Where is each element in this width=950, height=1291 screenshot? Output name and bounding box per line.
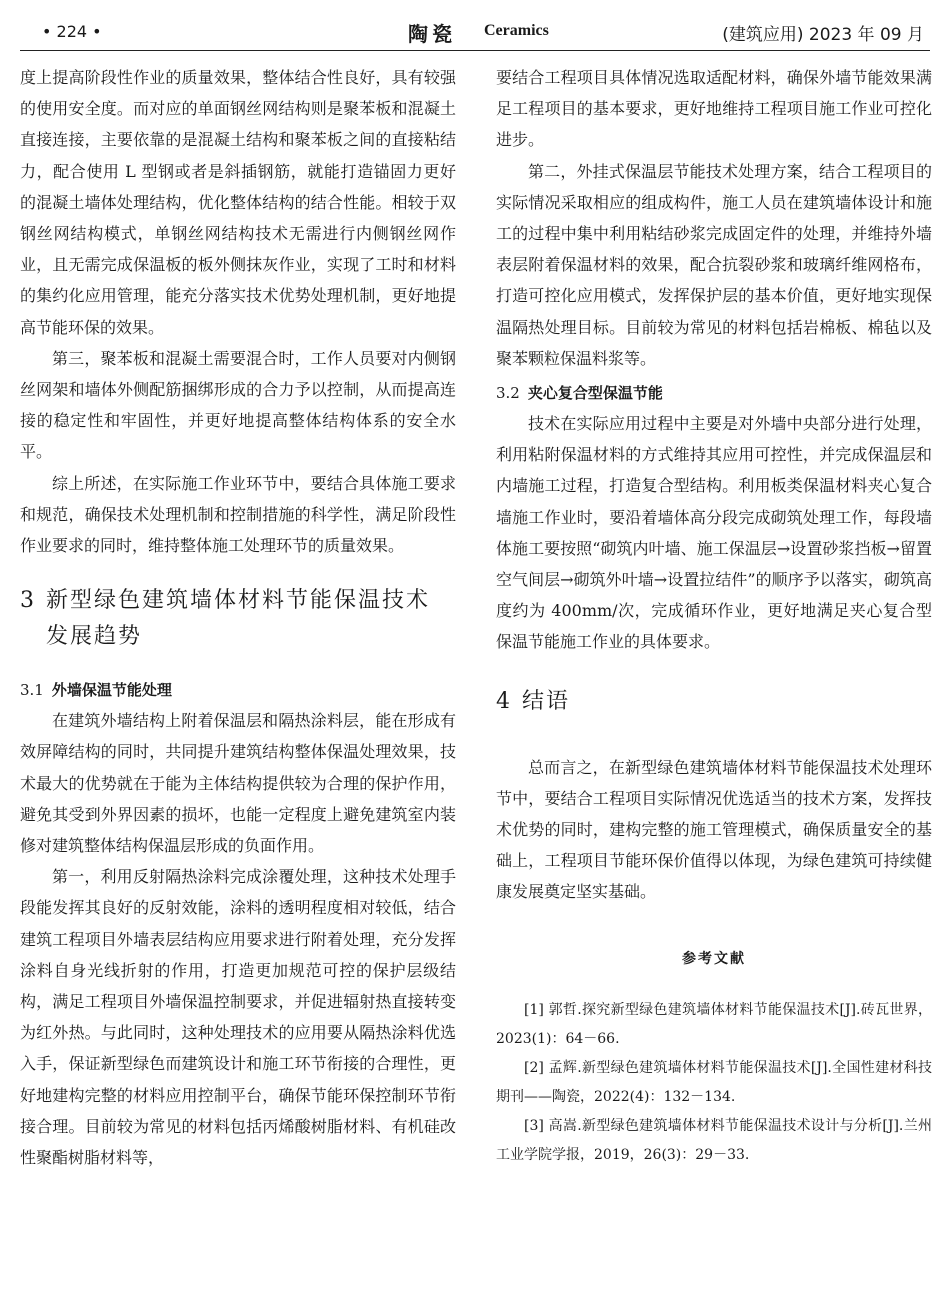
- page-header: [20, 16, 930, 51]
- paragraph-conclusion: 总而言之，在新型绿色建筑墙体材料节能保温技术处理环节中，要结合工程项目实际情况优选适当的技术方案，发挥技术优势的同时，建构完整的施工管理模式，确保质量安全的基础上，工程项目节能环保价值得以体现，为绿色建筑可持续健康发展奠定坚实基础。: [496, 757, 932, 902]
- reference-list: [496, 996, 932, 1170]
- journal-name-en: Ceramics: [484, 22, 549, 39]
- subsection-3-1-number: 3.1: [20, 681, 44, 700]
- subsection-3-1-heading: [20, 675, 456, 705]
- section-3-number: 3: [20, 588, 36, 614]
- subsection-3-2-title: 夹心复合型保温节能: [527, 384, 663, 403]
- page-number: • 224 •: [42, 22, 102, 41]
- journal-name-cn: 陶瓷: [408, 22, 456, 46]
- section-4-title: 结语: [522, 688, 571, 714]
- paragraph-3-1: 在建筑外墙结构上附着保温层和隔热涂料层，能在形成有效屏障结构的同时，共同提升建筑结构整体保温处理效果，技术最大的优势就在于能为主体结构提供较为合理的保护作用，避免其受到外界因素的损坏，也能一定程度上避免建筑室内装修对建筑整体结构保温层形成的负面作用。: [20, 711, 456, 856]
- paragraph-continued: 度上提高阶段性作业的质量效果，整体结合性良好，具有较强的使用安全度。而对应的单面钢丝网结构则是聚苯板和混凝土直接连接，主要依靠的是混凝土结构和聚苯板之间的直接粘结力，配合使用 L 型钢或者是斜插钢筋，就能打造锚固力更好的混凝土墙体处理结构，优化整体结构的结合性能。相较于双钢丝网结构模式，单钢丝网结构技术无需进行内侧钢丝网作业，且无需完成保温板的板外侧抹灰作业，实现了工时和材料的集约化应用管理，能充分落实技术优势处理机制，更好地提高节能环保的效果。: [20, 68, 456, 337]
- paragraph-continued-right: 要结合工程项目具体情况选取适配材料，确保外墙节能效果满足工程项目的基本要求，更好地维持工程项目施工作业可控化进步。: [496, 68, 932, 150]
- paragraph-first: 第一，利用反射隔热涂料完成涂覆处理，这种技术处理手段能发挥其良好的反射效能，涂料的透明程度相对较低，结合建筑工程项目外墙表层结构应用要求进行附着处理，充分发挥涂料自身光线折射的作用，打造更加规范可控的保护层级结构，满足工程项目外墙保温控制要求，并促进辐射热直接转变为红外热。与此同时，这种处理技术的应用要从隔热涂料优选入手，保证新型绿色而建筑设计和施工环节衔接的合理性，更好地建构完整的材料应用控制平台，确保节能环保控制环节衔接合理。目前较为常见的材料包括丙烯酸树脂材料、有机硅改性聚酯树脂材料等，: [20, 867, 456, 1168]
- subsection-3-1-title: 外墙保温节能处理: [51, 681, 172, 700]
- left-column: [20, 62, 456, 1173]
- reference-item: [1] 郭哲.探究新型绿色建筑墙体材料节能保温技术[J].砖瓦世界，2023(1)：64－66.: [496, 1001, 932, 1047]
- subsection-3-2-number: 3.2: [496, 384, 520, 403]
- reference-item: [2] 孟辉.新型绿色建筑墙体材料节能保温技术[J].全国性建材科技期刊——陶瓷，2022(4)：132－134.: [496, 1059, 932, 1105]
- paragraph-3-2: 技术在实际应用过程中主要是对外墙中央部分进行处理，利用粘附保温材料的方式维持其应用可控性，并完成保温层和内墙施工过程，打造复合型结构。利用板类保温材料夹心复合墙施工作业时，要沿着墙体高分段完成砌筑处理工作，每段墙体施工要按照“砌筑内叶墙、施工保温层→设置砂浆挡板→留置空气间层→砌筑外叶墙→设置拉结件”的顺序予以落实，砌筑高度约为 400mm/次，完成循环作业，更好地满足夹心复合型保温节能施工作业的具体要求。: [496, 414, 932, 652]
- references-title: 参考文献: [682, 950, 746, 967]
- paragraph-third: 第三，聚苯板和混凝土需要混合时，工作人员要对内侧钢丝网架和墙体外侧配筋捆绑形成的合力予以控制，从而提高连接的稳定性和牢固性，并更好地提高整体结构体系的安全水平。: [20, 348, 456, 462]
- paragraph-summary: 综上所述，在实际施工作业环节中，要结合具体施工要求和规范，确保技术处理机制和控制措施的科学性，满足阶段性作业要求的同时，维持整体施工处理环节的质量效果。: [20, 473, 456, 556]
- section-3-title-line2: 发展趋势: [46, 624, 143, 650]
- subsection-3-2-heading: [496, 378, 932, 408]
- right-column: [496, 62, 932, 1170]
- reference-item: [3] 高嵩.新型绿色建筑墙体材料节能保温技术设计与分析[J].兰州工业学院学报，2019，26(3)：29－33.: [496, 1117, 932, 1163]
- section-4-heading: [496, 684, 932, 720]
- section-4-number: 4: [496, 688, 512, 714]
- section-3-title-line1: 新型绿色建筑墙体材料节能保温技术: [46, 588, 431, 614]
- issue-info: (建筑应用) 2023 年 09 月: [722, 25, 924, 45]
- paragraph-second: 第二，外挂式保温层节能技术处理方案，结合工程项目的实际情况采取相应的组成构件，施工人员在建筑墙体设计和施工的过程中集中利用粘结砂浆完成固定件的处理，并维持外墙表层附着保温材料的效果，配合抗裂砂浆和玻璃纤维网格布，打造可控化应用模式，发挥保护层的基本价值，更好地实现保温隔热处理目标。目前较为常见的材料包括岩棉板、棉毡以及聚苯颗粒保温料浆等。: [496, 161, 932, 368]
- section-3-heading: [20, 583, 456, 655]
